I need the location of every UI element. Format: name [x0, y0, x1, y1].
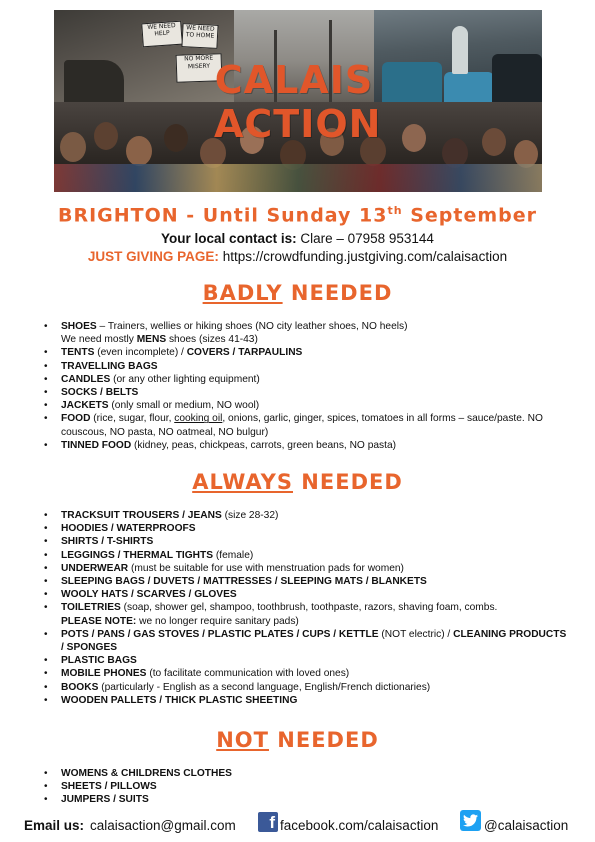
item-name: SOCKS / BELTS	[61, 387, 139, 399]
item-detail: (must be suitable for use with menstruation pads for women)	[128, 562, 404, 574]
photo-camp-signs	[54, 10, 234, 102]
item-name: FOOD	[61, 413, 91, 425]
item-detail: (even incomplete) /	[94, 347, 187, 359]
list-item	[40, 780, 570, 793]
item-name: SHEETS / PILLOWS	[61, 781, 157, 793]
list-item	[40, 386, 570, 399]
item-name: CLEANING PRODUCTS / SPONGES	[61, 628, 567, 654]
always-needed-list	[40, 509, 570, 707]
headline-tail: September	[402, 204, 537, 227]
item-detail: shoes (sizes 41-43)	[166, 334, 258, 346]
list-item	[40, 767, 570, 780]
item-detail: (or any other lighting equipment)	[110, 373, 260, 385]
item-name: COVERS / TARPAULINS	[186, 347, 303, 359]
list-item	[40, 509, 570, 522]
not-title-underlined: NOT	[216, 728, 269, 752]
headline-ordinal: th	[387, 204, 403, 217]
twitter-bird-glyph	[463, 814, 478, 827]
footer-contacts	[0, 813, 595, 838]
item-detail: we no longer require sanitary pads)	[136, 615, 299, 627]
always-title-rest: NEEDED	[293, 470, 403, 494]
badly-needed-title	[0, 281, 595, 305]
list-item	[40, 320, 570, 346]
item-detail: (to facilitate communication with loved ones)	[146, 668, 350, 680]
badly-title-underlined: BADLY	[202, 281, 283, 305]
item-name: WOMENS & CHILDRENS CLOTHES	[61, 768, 232, 779]
list-item	[40, 694, 570, 707]
item-name: PLASTIC BAGS	[61, 655, 137, 667]
crowd-figure	[60, 132, 86, 162]
item-name: POTS / PANS / GAS STOVES / PLASTIC PLATES / CUPS / KETTLE	[61, 628, 379, 640]
crowd-figure	[402, 124, 426, 152]
crowd-figure	[482, 128, 506, 156]
banner-title-line1: CALAIS	[214, 58, 374, 102]
tent-shape	[444, 72, 494, 102]
badly-needed-list	[40, 320, 570, 452]
photo-tents	[374, 10, 542, 102]
protest-sign: WE NEED HELP	[141, 21, 183, 48]
contact-label: Your local contact is:	[161, 231, 297, 246]
event-headline	[0, 204, 595, 226]
list-item	[40, 439, 570, 452]
item-name: SHOES	[61, 321, 97, 332]
item-name: WOODEN PALLETS / THICK PLASTIC SHEETING	[61, 694, 298, 706]
item-name: JUMPERS / SUITS	[61, 794, 149, 806]
banner-title	[214, 58, 382, 146]
twitter-icon[interactable]	[460, 810, 481, 831]
list-item	[40, 654, 570, 667]
crowd-figure	[164, 124, 188, 152]
item-detail: (rice, sugar, flour,	[90, 413, 175, 425]
list-item	[40, 793, 570, 806]
badly-title-rest: NEEDED	[282, 281, 393, 305]
email-label: Email us:	[24, 818, 85, 833]
email-link[interactable]: calaisaction@gmail.com	[90, 818, 236, 833]
local-contact	[0, 231, 595, 246]
list-item	[40, 535, 570, 548]
always-needed-title	[0, 470, 595, 494]
item-name: JACKETS	[61, 400, 109, 412]
giving-url[interactable]: https://crowdfunding.justgiving.com/calaisaction	[218, 249, 508, 264]
item-name: UNDERWEAR	[61, 562, 129, 574]
just-giving-line	[0, 249, 595, 264]
item-detail: We need mostly	[61, 334, 137, 346]
headline-text: BRIGHTON - Until Sunday 13	[57, 204, 388, 227]
item-detail: (particularly - English as a second language, English/French dictionaries)	[98, 681, 431, 693]
item-detail: (soap, shower gel, shampoo, toothbrush, toothpaste, razors, shaving foam, combs.	[120, 602, 498, 614]
item-detail: (kidney, peas, chickpeas, carrots, green beans, NO pasta)	[131, 439, 397, 451]
giving-label: JUST GIVING PAGE:	[87, 249, 219, 264]
crowd-clothing	[54, 164, 542, 192]
list-item	[40, 399, 570, 412]
facebook-icon[interactable]: f	[258, 812, 278, 832]
banner-title-line2: ACTION	[214, 102, 382, 146]
person-raincoat	[452, 26, 468, 74]
list-item	[40, 628, 570, 654]
tent-shape	[492, 54, 542, 102]
list-item	[40, 575, 570, 588]
list-item	[40, 588, 570, 601]
header-photo-collage	[54, 10, 542, 192]
item-detail: (size 28-32)	[221, 510, 279, 521]
list-item	[40, 681, 570, 694]
item-name: TENTS	[61, 347, 95, 359]
list-item	[40, 360, 570, 373]
item-detail: (female)	[213, 549, 254, 561]
item-detail: (only small or medium, NO wool)	[108, 400, 260, 412]
item-name: CANDLES	[61, 373, 111, 385]
shelter-shape	[64, 60, 124, 102]
list-item	[40, 562, 570, 575]
item-emphasis: cooking oil	[174, 413, 223, 425]
item-name: SLEEPING BAGS / DUVETS / MATTRESSES / SLEEPING MATS / BLANKETS	[61, 576, 427, 588]
list-item	[40, 522, 570, 535]
list-item	[40, 412, 570, 438]
protest-sign: NO MORE MISERY	[176, 53, 223, 83]
item-note-label: PLEASE NOTE:	[61, 615, 137, 627]
always-title-underlined: ALWAYS	[192, 470, 293, 494]
item-name: TINNED FOOD	[61, 439, 132, 451]
list-item	[40, 549, 570, 562]
item-detail: (NOT electric) /	[378, 628, 454, 640]
item-name: BOOKS	[61, 681, 99, 693]
tent-shape	[382, 62, 442, 102]
item-name: LEGGINGS / THERMAL TIGHTS	[61, 549, 214, 561]
list-item	[40, 373, 570, 386]
item-name: TOILETRIES	[61, 602, 121, 614]
facebook-link[interactable]: facebook.com/calaisaction	[280, 818, 439, 833]
item-name: TRACKSUIT TROUSERS / JEANS	[61, 510, 222, 521]
crowd-figure	[94, 122, 118, 150]
protest-sign: WE NEED TO HOME	[181, 23, 218, 49]
not-needed-title	[0, 728, 595, 752]
item-name: WOOLY HATS / SCARVES / GLOVES	[61, 589, 237, 601]
twitter-handle[interactable]: @calaisaction	[484, 818, 569, 833]
item-name: SHIRTS / T-SHIRTS	[61, 536, 154, 548]
list-item	[40, 601, 570, 627]
not-title-rest: NEEDED	[268, 728, 379, 752]
item-name: MOBILE PHONES	[61, 668, 147, 680]
item-name: TRAVELLING BAGS	[61, 360, 158, 372]
item-emphasis: MENS	[136, 334, 167, 346]
crowd-figure	[126, 136, 152, 166]
not-needed-list	[40, 767, 570, 807]
contact-value: Clare – 07958 953144	[296, 231, 434, 246]
list-item	[40, 667, 570, 680]
item-detail: – Trainers, wellies or hiking shoes (NO city leather shoes, NO heels)	[96, 321, 408, 332]
item-name: HOODIES / WATERPROOFS	[61, 523, 196, 535]
item-detail: , onions, garlic, ginger, spices, tomatoes in all forms – sauce/paste. NO couscous, NO pasta, NO oatmeal, NO bulgur)	[61, 413, 543, 438]
list-item	[40, 346, 570, 359]
